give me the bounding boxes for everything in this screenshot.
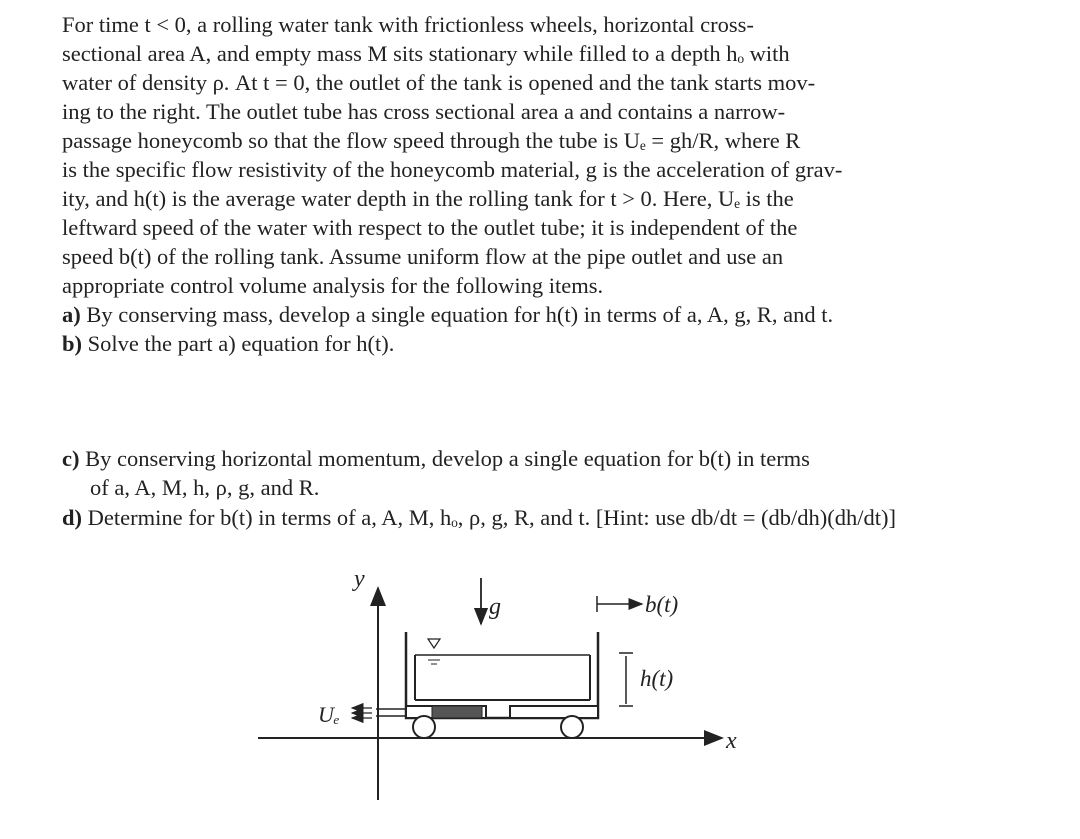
intro-line-1: For time t < 0, a rolling water tank with frictionless wheels, horizontal cross- — [62, 12, 754, 37]
gravity-label: g — [489, 594, 501, 620]
part-b-text: Solve the part a) equation for h(t). — [87, 331, 395, 356]
intro-line-10: appropriate control volume analysis for the following items. — [62, 273, 604, 298]
y-axis-label: y — [354, 566, 365, 592]
part-d-text: Determine for b(t) in terms of a, A, M, hₒ, ρ, g, R, and t. [Hint: use db/dt = (db/dh)(dh/dt)] — [87, 505, 897, 530]
intro-line-3: water of density ρ. At t = 0, the outlet of the tank is opened and the tank starts mov- — [62, 70, 816, 95]
intro-line-5: passage honeycomb so that the flow speed through the tube is Uₑ = gh/R, where R — [62, 128, 801, 153]
chassis-right — [510, 706, 598, 718]
outlet-speed-label: Uₑ — [318, 702, 340, 727]
intro-line-4: ing to the right. The outlet tube has cross sectional area a and contains a narrow- — [62, 99, 786, 124]
part-d-label: d) — [62, 505, 83, 530]
intro-line-6: is the specific flow resistivity of the honeycomb material, g is the acceleration of grav- — [62, 157, 843, 182]
part-b-label: b) — [62, 331, 83, 356]
part-c-label: c) — [62, 446, 80, 471]
free-surface-symbol — [428, 639, 440, 648]
x-axis-label: x — [726, 728, 737, 754]
honeycomb — [432, 706, 482, 718]
part-a-label: a) — [62, 302, 81, 327]
intro-line-8: leftward speed of the water with respect to the outlet tube; it is independent of the — [62, 215, 798, 240]
displacement-label: b(t) — [645, 592, 679, 617]
intro-line-2: sectional area A, and empty mass M sits stationary while filled to a depth hₒ with — [62, 41, 790, 66]
part-c-continuation: of a, A, M, h, ρ, g, and R. — [90, 475, 320, 500]
wheel-left — [413, 716, 435, 738]
part-c-text-line1: By conserving horizontal momentum, develop a single equation for b(t) in terms — [85, 446, 810, 471]
intro-line-7: ity, and h(t) is the average water depth in the rolling tank for t > 0. Here, Uₑ is the — [62, 186, 794, 211]
wheel-right — [561, 716, 583, 738]
part-a-text: By conserving mass, develop a single equation for h(t) in terms of a, A, g, R, and t. — [86, 302, 834, 327]
intro-line-9: speed b(t) of the rolling tank. Assume uniform flow at the pipe outlet and use an — [62, 244, 784, 269]
depth-label: h(t) — [640, 666, 674, 691]
